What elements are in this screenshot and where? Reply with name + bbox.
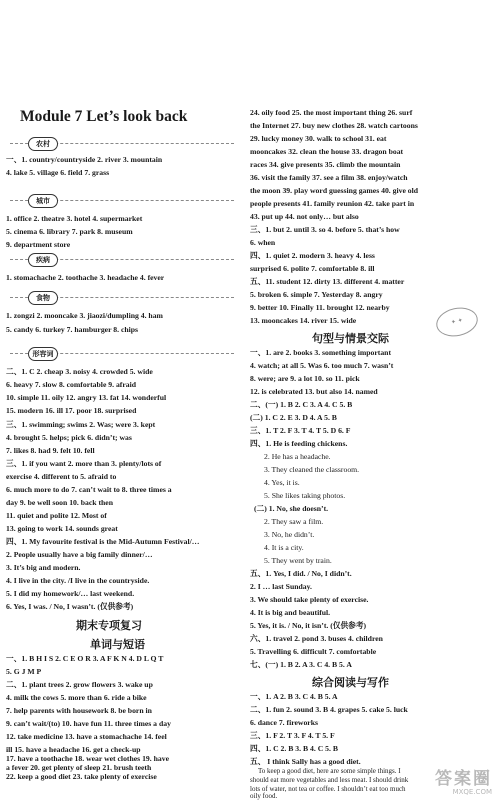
watermark-brand: 答案圈 [435, 769, 492, 789]
essay-line: lots of water, not tea or coffee. I shouldn’t eat too much [250, 785, 406, 793]
tag-food: 食物 [28, 291, 58, 305]
answer-line: 七、(一) 1. B 2. A 3. C 4. B 5. A [250, 660, 352, 669]
answer-line: 六、1. travel 2. pond 3. buses 4. children [250, 634, 383, 643]
answer-line: 36. visit the family 37. see a film 38. enjoy/watch [250, 173, 408, 182]
answer-line: 5. Yes, it is. / No, it isn’t. (仅供参考) [250, 621, 367, 630]
answer-line: 13. mooncakes 14. river 15. wide [250, 316, 357, 325]
answer-line: 13. going to work 14. sounds great [6, 524, 118, 533]
answer-line: 6. Yes, I was. / No, I wasn’t. (仅供参考) [6, 602, 134, 611]
answer-line: 一、1. A 2. B 3. C 4. B 5. A [250, 692, 338, 701]
stamp-icon: ✦ ✦ [434, 304, 481, 340]
answer-line: 4. lake 5. village 6. field 7. grass [6, 168, 110, 177]
answer-line: 四、1. quiet 2. modern 3. heavy 4. less [250, 251, 375, 260]
answer-line: 6. heavy 7. slow 8. comfortable 9. afraid [6, 380, 137, 389]
answer-line: races 34. give presents 35. climb the mountain [250, 160, 401, 169]
answer-line: 11. quiet and polite 12. Most of [6, 511, 107, 520]
answer-line: 5. I did my homework/… last weekend. [6, 589, 135, 598]
answer-line: 5. candy 6. turkey 7. hamburger 8. chips [6, 325, 139, 334]
essay-line: To keep a good diet, here are some simple things. I [258, 767, 401, 775]
answer-line: 24. oily food 25. the most important thing 26. surf [250, 108, 413, 117]
answer-line: 3. No, he didn’t. [264, 530, 315, 539]
answer-line: 15. modern 16. ill 17. poor 18. surprised [6, 406, 137, 415]
answer-line: 4. It is a city. [264, 543, 304, 552]
answer-line: 四、1. C 2. B 3. B 4. C 5. B [250, 744, 338, 753]
answer-line: 6. much more to do 7. can’t wait to 8. three times a [6, 485, 172, 494]
watermark [435, 770, 492, 796]
answer-line: people presents 41. family reunion 42. take part in [250, 199, 415, 208]
answer-line: 4. I live in the city. /I live in the countryside. [6, 576, 150, 585]
answer-line: 1. office 2. theatre 3. hotel 4. supermarket [6, 214, 143, 223]
answer-line: 9. department store [6, 240, 71, 249]
answer-line: 二、1. C 2. cheap 3. noisy 4. crowded 5. wide [6, 367, 153, 376]
answer-line: 一、1. country/countryside 2. river 3. mountain [6, 155, 163, 164]
answer-line: surprised 6. polite 7. comfortable 8. ill [250, 264, 375, 273]
answer-line: 7. help parents with housework 8. be born in [6, 706, 152, 715]
tag-city: 城市 [28, 194, 58, 208]
answer-line: 29. lucky money 30. walk to school 31. eat [250, 134, 387, 143]
answer-line: 五、1. Yes, I did. / No, I didn’t. [250, 569, 352, 578]
answer-line: 12. is celebrated 13. but also 14. named [250, 387, 378, 396]
answer-line: 2. He has a headache. [264, 452, 331, 461]
answer-line: 二、1. fun 2. sound 3. B 4. grapes 5. cake 5. luck [250, 705, 408, 714]
essay-line: should eat more vegetables and less meat. I should drink [250, 776, 409, 784]
watermark-url: MXQE.COM [452, 788, 492, 796]
answer-line: 9. better 10. Finally 11. brought 12. nearby [250, 303, 390, 312]
answer-line: 三、1. if you want 2. more than 3. plenty/lots of [6, 459, 162, 468]
section-heading: 句型与情景交际 [312, 332, 389, 345]
answer-line: (二) 1. No, she doesn’t. [254, 504, 329, 513]
answer-line: 三、1. T 2. F 3. T 4. T 5. D 6. F [250, 426, 351, 435]
answer-line: 4. watch; at all 5. Was 6. too much 7. wasn’t [250, 361, 394, 370]
answer-line: 9. can’t wait/(to) 10. have fun 11. three times a day [6, 719, 171, 728]
answer-line: 一、1. are 2. books 3. something important [250, 348, 392, 357]
answer-line: 四、1. My favourite festival is the Mid-Autumn Festival/… [6, 537, 200, 546]
answer-line: 4. It is big and beautiful. [250, 608, 331, 617]
answer-line: 3. They cleaned the classroom. [264, 465, 360, 474]
answer-line: day 9. be well soon 10. back then [6, 498, 113, 507]
answer-line: 2. They saw a film. [264, 517, 324, 526]
answer-line: 5. Travelling 6. difficult 7. comfortable [250, 647, 377, 656]
answer-line: mooncakes 32. clean the house 33. dragon boat [250, 147, 404, 156]
answer-line: 17. have a toothache 18. wear wet clothes 19. have [6, 754, 169, 763]
tag-adjectives: 形容词 [28, 347, 58, 361]
answer-line: 8. were; are 9. a lot 10. so 11. pick [250, 374, 360, 383]
answer-line: 四、1. He is feeding chickens. [250, 439, 348, 448]
answer-line: 三、1. swimming; swims 2. Was; were 3. kept [6, 420, 156, 429]
section-heading: 单词与短语 [90, 638, 145, 651]
answer-line: 4. brought 5. helps; pick 6. didn’t; was [6, 433, 132, 442]
answer-line: the moon 39. play word guessing games 40. give old [250, 186, 419, 195]
answer-line: (二) 1. C 2. E 3. D 4. A 5. B [250, 413, 337, 422]
answer-line: 6. dance 7. fireworks [250, 718, 318, 727]
answer-line: 二、1. plant trees 2. grow flowers 3. wake up [6, 680, 153, 689]
answer-line: 3. It’s big and modern. [6, 563, 81, 572]
answer-line: 2. I … last Sunday. [250, 582, 312, 591]
answer-line: 5. They went by train. [264, 556, 332, 565]
answer-line: exercise 4. different to 5. afraid to [6, 472, 117, 481]
answer-line: 5. G J M P [6, 667, 42, 676]
tag-illness: 疾病 [28, 253, 58, 267]
answer-line: 二、(一) 1. B 2. C 3. A 4. C 5. B [250, 400, 353, 409]
answer-line: 12. take medicine 13. have a stomachache 14. feel [6, 732, 167, 741]
answer-line: ill 15. have a headache 16. get a check-up [6, 745, 141, 754]
answer-line: 三、1. F 2. T 3. F 4. T 5. F [250, 731, 335, 740]
section-heading: 综合阅读与写作 [312, 676, 389, 689]
answer-line: 43. put up 44. not only… but also [250, 212, 359, 221]
answer-line: 7. likes 8. had 9. felt 10. fell [6, 446, 95, 455]
answer-line: 五、 I think Sally has a good diet. [250, 757, 361, 766]
tag-countryside: 农村 [28, 137, 58, 151]
answer-line: 1. stomachache 2. toothache 3. headache 4. fever [6, 273, 165, 282]
essay-line: oily food. [250, 792, 278, 800]
answer-line: 2. People usually have a big family dinner/… [6, 550, 153, 559]
page-title: Module 7 Let’s look back [20, 108, 188, 125]
answer-line: 4. milk the cows 5. more than 6. ride a bike [6, 693, 147, 702]
answer-line: 10. simple 11. oily 12. angry 13. fat 14. wonderful [6, 393, 167, 402]
section-heading: 期末专项复习 [76, 619, 142, 632]
answer-line: 五、11. student 12. dirty 13. different 4. matter [250, 277, 405, 286]
answer-line: a fever 20. get plenty of sleep 21. brush teeth [6, 763, 152, 772]
answer-line: 5. cinema 6. library 7. park 8. museum [6, 227, 133, 236]
answer-line: 一、1. B H I S 2. C E O R 3. A F K N 4. D L Q T [6, 654, 164, 663]
answer-line: 三、1. but 2. until 3. so 4. before 5. that’s how [250, 225, 400, 234]
answer-line: 6. when [250, 238, 276, 247]
answer-line: 1. zongzi 2. mooncake 3. jiaozi/dumpling 4. ham [6, 311, 163, 320]
answer-line: 22. keep a good diet 23. take plenty of exercise [6, 772, 157, 781]
answer-line: 5. She likes taking photos. [264, 491, 346, 500]
answer-line: 5. broken 6. simple 7. Yesterday 8. angry [250, 290, 383, 299]
answer-line: the Internet 27. buy new clothes 28. watch cartoons [250, 121, 418, 130]
answer-line: 4. Yes, it is. [264, 478, 300, 487]
answer-line: 3. We should take plenty of exercise. [250, 595, 369, 604]
